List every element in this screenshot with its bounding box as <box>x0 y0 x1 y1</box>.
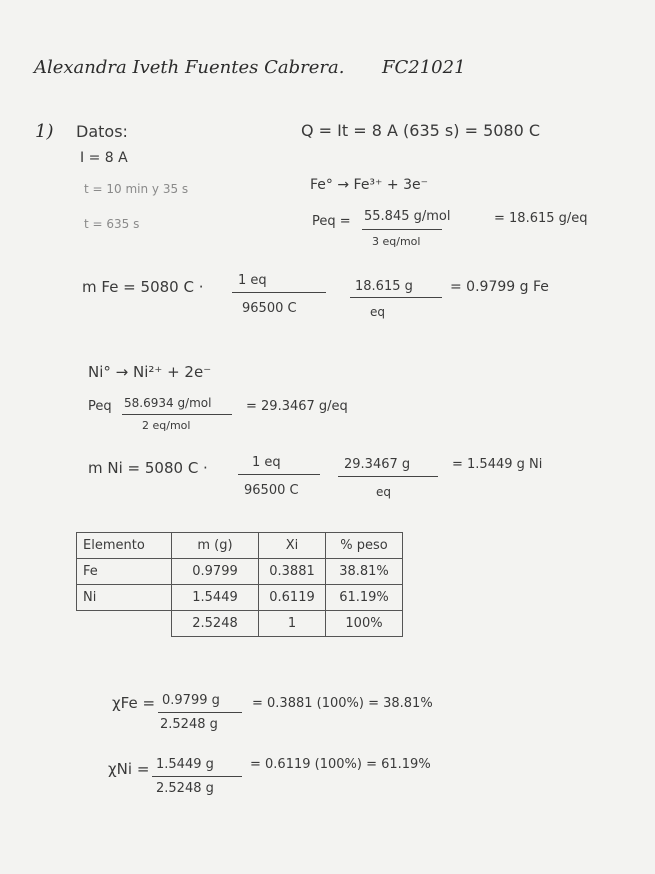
fe-peq-result: = 18.615 g/eq <box>494 211 588 226</box>
student-id: FC21021 <box>382 57 466 78</box>
chi-ni-lhs: χNi = <box>108 760 150 778</box>
fe-factor1-denominator: 96500 C <box>242 301 297 316</box>
fe-peq-fraction-bar <box>362 229 442 230</box>
datos-label: Datos: <box>76 122 128 141</box>
table-header: Xi <box>259 533 326 559</box>
fe-peq-label: Peq = <box>312 214 351 229</box>
time-seconds: t = 635 s <box>84 217 140 231</box>
table-cell <box>77 611 172 637</box>
table-row <box>77 611 403 637</box>
ni-mass-lhs: m Ni = 5080 C · <box>88 459 208 477</box>
table-cell: Ni <box>77 585 172 611</box>
ni-reaction: Ni° → Ni²⁺ + 2e⁻ <box>88 363 212 381</box>
ni-factor1-numerator: 1 eq <box>252 455 281 470</box>
problem-number: 1) <box>35 121 54 142</box>
table-cell: 38.81% <box>326 559 403 585</box>
fe-factor2-numerator: 18.615 g <box>355 279 413 294</box>
ni-mass-result: = 1.5449 g Ni <box>452 457 543 472</box>
table-cell: Fe <box>77 559 172 585</box>
table-cell: 1 <box>259 611 326 637</box>
chi-fe-fraction-bar <box>158 712 242 713</box>
ni-peq-result: = 29.3467 g/eq <box>246 399 348 414</box>
fe-factor2-bar <box>350 297 442 298</box>
ni-factor1-denominator: 96500 C <box>244 483 299 498</box>
fe-peq-numerator: 55.845 g/mol <box>364 209 451 224</box>
table-cell: 0.9799 <box>172 559 259 585</box>
chi-fe-lhs: χFe = <box>112 694 156 712</box>
fe-mass-lhs: m Fe = 5080 C · <box>82 278 204 296</box>
table-cell: 1.5449 <box>172 585 259 611</box>
table-cell: 0.6119 <box>259 585 326 611</box>
table-cell: 2.5248 <box>172 611 259 637</box>
ni-peq-denominator: 2 eq/mol <box>142 419 191 432</box>
chi-fe-numerator: 0.9799 g <box>162 693 220 708</box>
ni-factor2-numerator: 29.3467 g <box>344 457 411 472</box>
ni-factor1-bar <box>238 474 320 475</box>
ni-factor2-bar <box>338 476 438 477</box>
fe-reaction: Fe° → Fe³⁺ + 3e⁻ <box>310 177 428 193</box>
chi-fe-denominator: 2.5248 g <box>160 717 218 732</box>
table-row <box>77 559 403 585</box>
table-header: % peso <box>326 533 403 559</box>
ni-peq-numerator: 58.6934 g/mol <box>124 396 212 410</box>
charge-equation: Q = It = 8 A (635 s) = 5080 C <box>301 121 541 140</box>
chi-fe-result: = 0.3881 (100%) = 38.81% <box>252 696 433 711</box>
fe-factor1-bar <box>232 292 326 293</box>
table-header: Elemento <box>77 533 172 559</box>
table-cell: 0.3881 <box>259 559 326 585</box>
fe-factor1-numerator: 1 eq <box>238 273 267 288</box>
table-row <box>77 585 403 611</box>
chi-ni-numerator: 1.5449 g <box>156 757 214 772</box>
student-name: Alexandra Iveth Fuentes Cabrera. <box>34 57 345 78</box>
fe-factor2-denominator: eq <box>370 305 385 319</box>
fe-peq-denominator: 3 eq/mol <box>372 235 421 248</box>
ni-peq-label: Peq <box>88 399 112 414</box>
ni-factor2-denominator: eq <box>376 485 391 499</box>
time-value: t = 10 min y 35 s <box>84 182 189 196</box>
chi-ni-denominator: 2.5248 g <box>156 781 214 796</box>
chi-ni-fraction-bar <box>152 776 242 777</box>
table-cell: 100% <box>326 611 403 637</box>
table-header-row <box>77 533 403 559</box>
current-value: I = 8 A <box>80 150 128 166</box>
results-table <box>76 532 403 637</box>
table-header: m (g) <box>172 533 259 559</box>
fe-mass-result: = 0.9799 g Fe <box>450 279 549 295</box>
ni-peq-fraction-bar <box>122 414 232 415</box>
table-cell: 61.19% <box>326 585 403 611</box>
chi-ni-result: = 0.6119 (100%) = 61.19% <box>250 757 431 772</box>
